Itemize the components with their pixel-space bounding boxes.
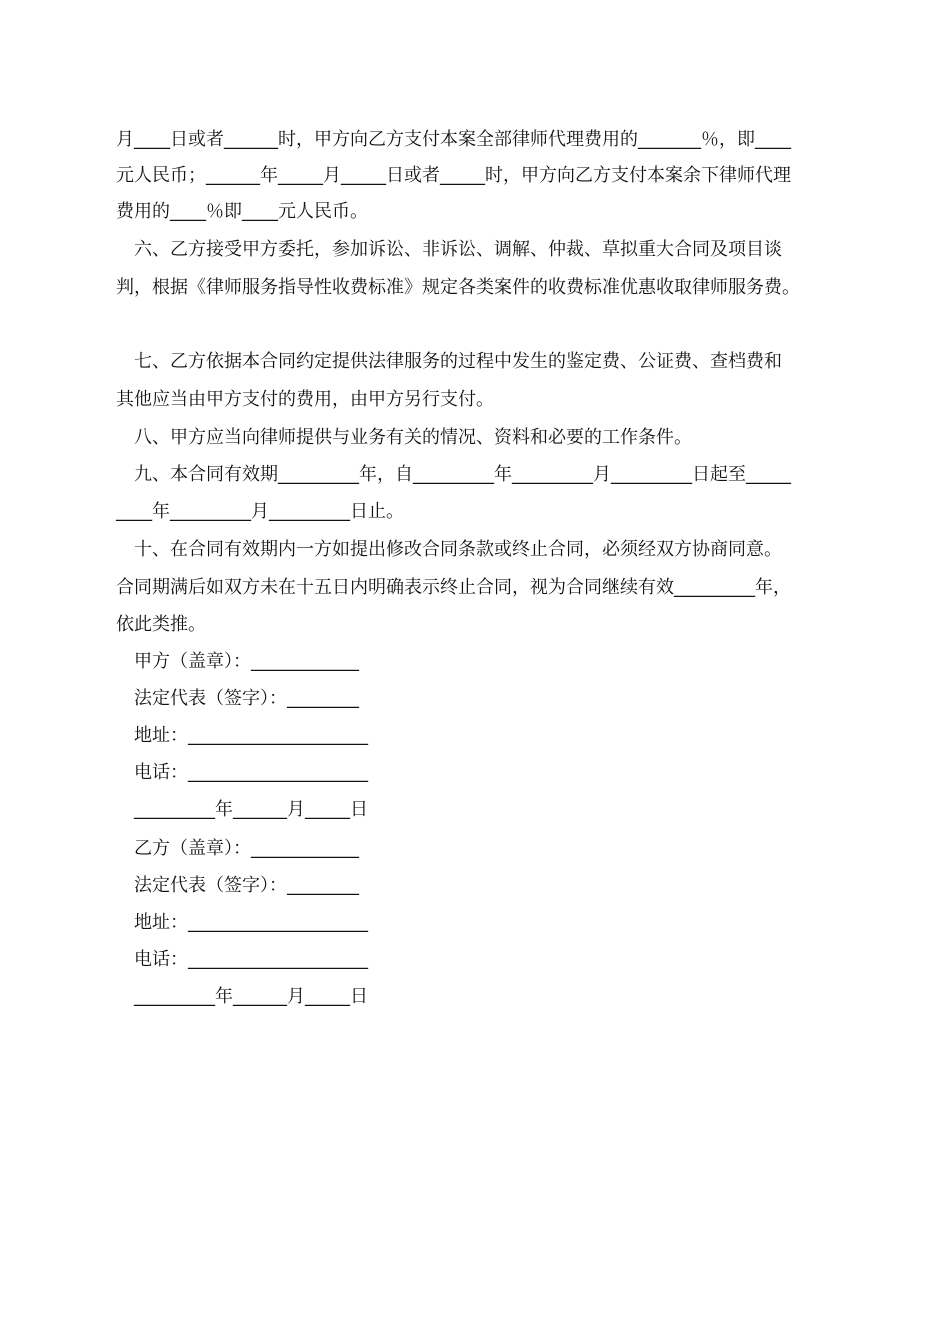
clause-seven-line-2: 其他应当由甲方支付的费用，由甲方另行支付。: [116, 389, 494, 410]
party-b-date: _________年______月_____日: [134, 986, 368, 1007]
party-b-representative: 法定代表（签字）：________: [134, 875, 359, 896]
clause-ten-line-2: 合同期满后如双方未在十五日内明确表示终止合同，视为合同继续有效_________年，: [116, 577, 791, 598]
party-a-representative: 法定代表（签字）：________: [134, 688, 359, 709]
text-line-3: 费用的____％即____元人民币。: [116, 201, 368, 222]
party-a-seal: 甲方（盖章）：____________: [134, 651, 359, 672]
party-a-phone: 电话：____________________: [134, 762, 368, 783]
party-b-phone: 电话：____________________: [134, 949, 368, 970]
clause-eight: 八、甲方应当向律师提供与业务有关的情况、资料和必要的工作条件。: [134, 427, 692, 448]
clause-nine-line-1: 九、本合同有效期_________年，自_________年_________月_________日起至_____: [134, 464, 791, 485]
party-b-seal: 乙方（盖章）：____________: [134, 838, 359, 859]
clause-ten-line-1: 十、在合同有效期内一方如提出修改合同条款或终止合同，必须经双方协商同意。: [134, 539, 782, 560]
party-a-date: _________年______月_____日: [134, 799, 368, 820]
clause-six-line-1: 六、乙方接受甲方委托，参加诉讼、非诉讼、调解、仲裁、草拟重大合同及项目谈: [134, 239, 782, 260]
clause-nine-line-2: ____年_________月_________日止。: [116, 501, 404, 522]
clause-seven-line-1: 七、乙方依据本合同约定提供法律服务的过程中发生的鉴定费、公证费、查档费和: [134, 351, 782, 372]
party-a-address: 地址：____________________: [134, 725, 368, 746]
clause-ten-line-3: 依此类推。: [116, 614, 206, 635]
party-b-address: 地址：____________________: [134, 912, 368, 933]
text-line-2: 元人民币；______年_____月_____日或者_____时，甲方向乙方支付本案余下律师代理: [116, 165, 791, 186]
text-line-1: 月____日或者______时，甲方向乙方支付本案全部律师代理费用的_______％，即____: [116, 129, 791, 150]
clause-six-line-2: 判，根据《律师服务指导性收费标准》规定各类案件的收费标准优惠收取律师服务费。: [116, 277, 800, 298]
